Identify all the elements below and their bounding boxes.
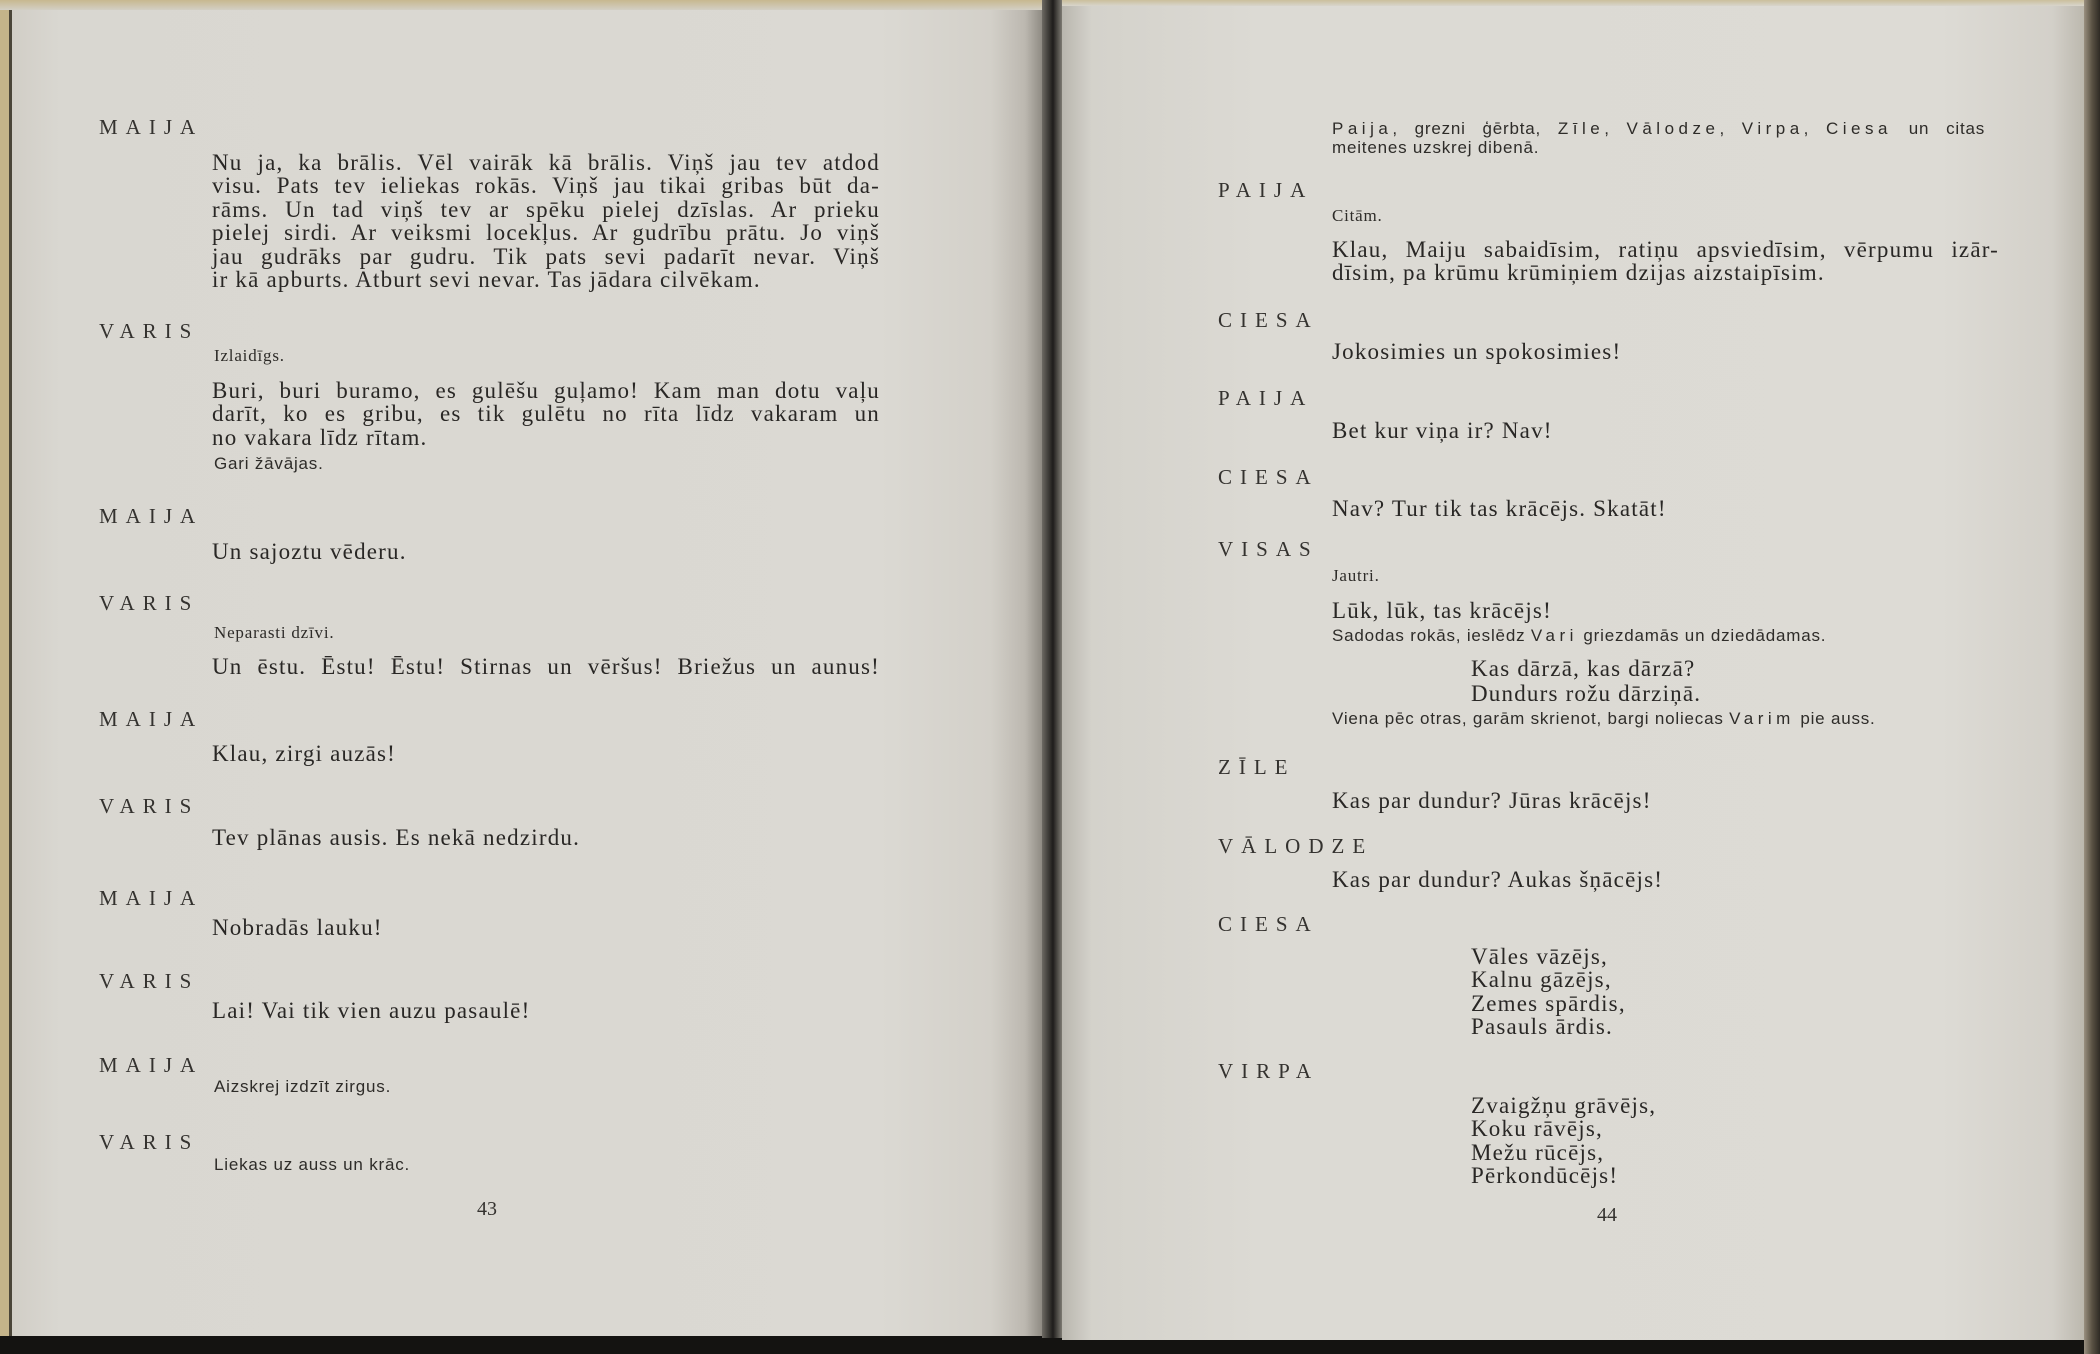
verse-line: Zemes spārdis,	[1471, 990, 1626, 1016]
dialogue-block	[1332, 340, 1999, 363]
dialogue-line: Klau, zirgi auzās!	[212, 741, 397, 766]
character-name: Zīle	[1557, 119, 1605, 138]
character-name: Virpa	[1741, 119, 1804, 138]
dialogue-line: Jokosimies un spokosimies!	[1332, 339, 1622, 364]
speaker-name: PAIJA	[1218, 178, 1314, 202]
character-name: Varim	[1729, 709, 1795, 728]
dialogue-block	[212, 151, 880, 291]
stage-direction: Izlaidīgs.	[214, 346, 285, 365]
verse-line: Zvaigžņu grāvējs,	[1471, 1093, 1657, 1118]
stage-direction	[1332, 119, 1985, 157]
dialogue-line: dīsim, pa krūmu krūmiņiem dzijas aizstaipīsim.	[1332, 260, 1825, 286]
dialogue-line: pielej sirdi. Ar veiksmi locekļus. Ar gudrību prātu. Jo viņš	[212, 220, 880, 246]
stage-direction-line	[1332, 119, 1985, 138]
dialogue-line: Nav? Tur tik tas krācējs. Skatāt!	[1332, 496, 1667, 521]
dialogue-line: Un sajoztu vēderu.	[212, 539, 407, 564]
top-edge	[1062, 0, 2084, 6]
verse-block	[1471, 1094, 1656, 1188]
verse-line: Kalnu gāzējs,	[1471, 967, 1612, 993]
stage-direction: Jautri.	[1332, 566, 1380, 585]
stage-direction	[1332, 709, 1876, 729]
dialogue-line: Klau, Maiju sabaidīsim, ratiņu apsviedīsim, vērpumu izār-	[1332, 237, 1999, 262]
speaker-name: VIRPA	[1218, 1059, 1320, 1083]
direction-text: ,	[1604, 119, 1627, 138]
speaker-name: VARIS	[99, 969, 200, 993]
dialogue-line: rāms. Un tad viņš tev ar spēku pielej dzīslas. Ar prieku	[212, 196, 880, 222]
speaker-name: MAIJA	[99, 115, 204, 139]
dialogue-block	[212, 999, 880, 1022]
speaker-name: MAIJA	[99, 886, 204, 910]
speaker-name: VISAS	[1218, 537, 1319, 561]
dialogue-line: Tev plānas ausis. Es nekā nedzirdu.	[212, 825, 581, 850]
dialogue-line: Buri, buri buramo, es gulēšu guļamo! Kam man dotu vaļu	[212, 378, 880, 403]
direction-text: griezdamās un dziedādamas.	[1577, 626, 1827, 645]
character-name: Vari	[1530, 626, 1578, 645]
dialogue-block	[212, 540, 880, 563]
page-number: 43	[477, 1198, 497, 1220]
speaker-name: CIESA	[1218, 912, 1319, 936]
dialogue-line: ir kā apburts. Atburt sevi nevar. Tas jādara cilvēkam.	[212, 267, 761, 293]
dialogue-line: jau gudrāks par gudru. Tik pats sevi padarīt nevar. Viņš	[212, 243, 880, 269]
speaker-name: PAIJA	[1218, 386, 1314, 410]
speaker-name: VĀLODZE	[1218, 834, 1374, 858]
speaker-name: MAIJA	[99, 707, 204, 731]
stage-direction-line: meitenes uzskrej dibenā.	[1332, 138, 1540, 157]
verse-line: Vāles vāzējs,	[1471, 944, 1608, 969]
book-spine	[1042, 0, 1062, 1338]
direction-text: ,	[1719, 119, 1742, 138]
speaker-name: VARIS	[99, 794, 200, 818]
verse-line: Koku rāvējs,	[1471, 1116, 1603, 1142]
verse-line: Pērkondūcējs!	[1471, 1163, 1619, 1189]
direction-text: , grezni ģērbta,	[1392, 119, 1558, 138]
direction-text: pie auss.	[1794, 709, 1876, 728]
speaker-name: ZĪLE	[1218, 755, 1296, 779]
song-block	[1471, 656, 1701, 706]
dialogue-line: no vakara līdz rītam.	[212, 424, 428, 450]
dialogue-line: visu. Pats tev ieliekas rokās. Viņš jau tikai gribas būt da-	[212, 173, 880, 199]
speaker-name: VARIS	[99, 319, 200, 343]
stage-direction: Citām.	[1332, 206, 1383, 225]
speaker-name: MAIJA	[99, 1053, 204, 1077]
stage-direction: Gari žāvājas.	[214, 454, 324, 473]
dialogue-block	[1332, 238, 1999, 285]
dialogue-line: Kas par dundur? Aukas šņācējs!	[1332, 867, 1664, 892]
speaker-name: MAIJA	[99, 504, 204, 528]
speaker-name: VARIS	[99, 591, 200, 615]
dialogue-line: darīt, ko es gribu, es tik gulētu no rīta līdz vakaram un	[212, 401, 880, 427]
speaker-name: CIESA	[1218, 465, 1319, 489]
dialogue-block	[1332, 497, 1999, 520]
dialogue-block	[212, 655, 880, 678]
dialogue-line: Lai! Vai tik vien auzu pasaulē!	[212, 998, 531, 1023]
direction-text: un citas	[1891, 119, 1986, 138]
top-edge	[0, 0, 1042, 10]
verse-line: Mežu rūcējs,	[1471, 1139, 1605, 1165]
dialogue-block	[212, 742, 880, 765]
verse-block	[1471, 945, 1626, 1039]
dialogue-block	[1332, 419, 1999, 442]
dialogue-block	[1332, 789, 1999, 812]
character-name: Paija	[1332, 119, 1393, 138]
dialogue-block	[1332, 599, 1999, 622]
verse-line: Pasauls ārdis.	[1471, 1014, 1614, 1040]
dialogue-line: Un ēstu. Ēstu! Ēstu! Stirnas un vēršus! Briežus un aunus!	[212, 654, 880, 679]
dialogue-line: Kas par dundur? Jūras krācējs!	[1332, 788, 1652, 813]
page-number: 44	[1597, 1204, 1617, 1226]
song-line: Kas dārzā, kas dārzā?	[1471, 656, 1696, 681]
dialogue-line: Nu ja, ka brālis. Vēl vairāk kā brālis. Viņš jau tev atdod	[212, 150, 880, 175]
song-line: Dundurs rožu dārziņā.	[1471, 681, 1702, 706]
character-name: Vālodze	[1626, 119, 1720, 138]
stage-direction: Aizskrej izdzīt zirgus.	[214, 1077, 392, 1096]
dialogue-line: Lūk, lūk, tas krācējs!	[1332, 598, 1552, 623]
dialogue-line: Nobradās lauku!	[212, 915, 383, 940]
dialogue-line: Bet kur viņa ir? Nav!	[1332, 418, 1553, 443]
page-edge	[2084, 0, 2100, 1354]
dialogue-block	[212, 826, 880, 849]
direction-text: ,	[1803, 119, 1826, 138]
character-name: Ciesa	[1826, 119, 1892, 138]
dialogue-block	[1332, 868, 1999, 891]
direction-text: Viena pēc otras, garām skrienot, bargi noliecas	[1332, 709, 1730, 728]
dialogue-block	[212, 379, 880, 449]
stage-direction: Neparasti dzīvi.	[214, 623, 335, 642]
speaker-name: VARIS	[99, 1130, 200, 1154]
dialogue-block	[212, 916, 880, 939]
stage-direction: Liekas uz auss un krāc.	[214, 1155, 411, 1174]
stage-direction	[1332, 626, 1826, 646]
direction-text: Sadodas rokās, ieslēdz	[1332, 626, 1531, 645]
speaker-name: CIESA	[1218, 308, 1319, 332]
